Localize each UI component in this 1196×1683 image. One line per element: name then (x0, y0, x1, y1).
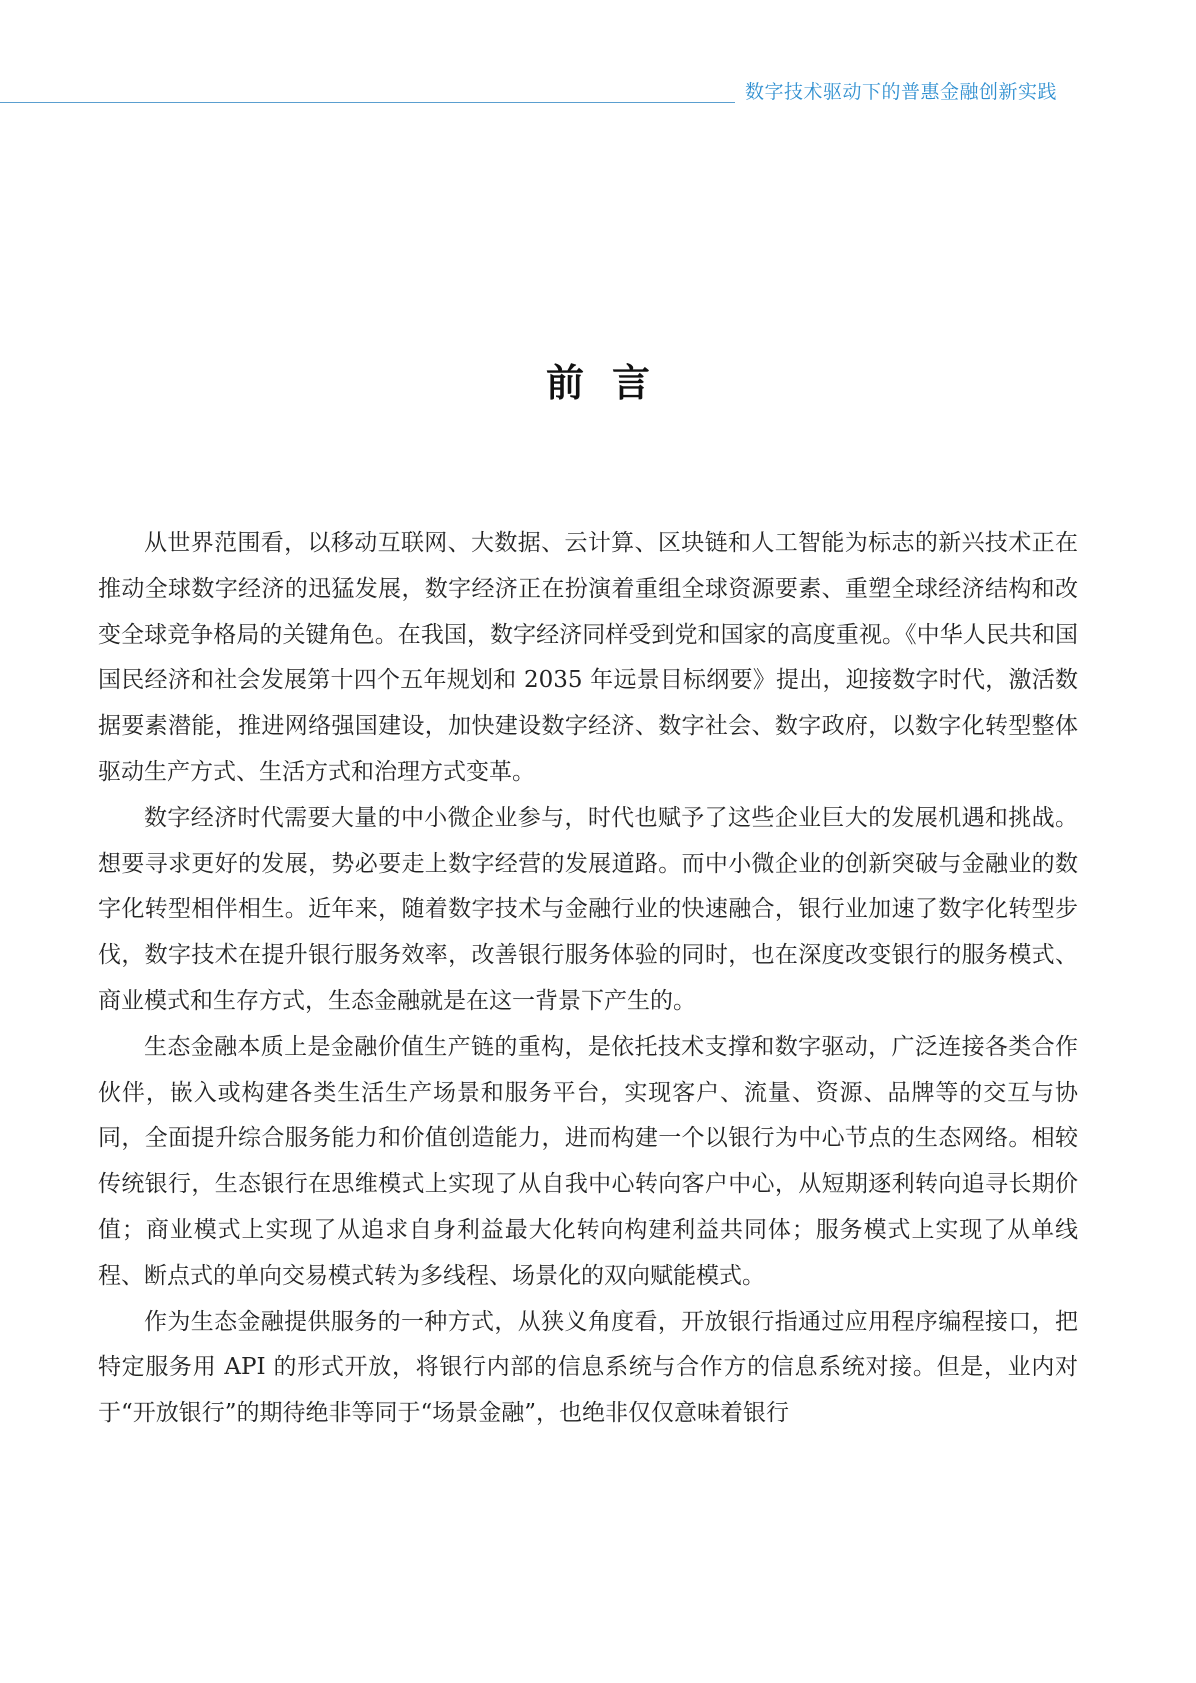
running-header-title: 数字技术驱动下的普惠金融创新实践 (745, 81, 1058, 103)
paragraph: 作为生态金融提供服务的一种方式，从狭义角度看，开放银行指通过应用程序编程接口，把特定服务用 API 的形式开放，将银行内部的信息系统与合作方的信息系统对接。但是，业内对于“开放银行”的期待绝非等同于“场景金融”，也绝非仅仅意味着银行 (98, 1308, 1078, 1427)
chapter-title: 前言 (545, 360, 678, 405)
paragraph: 数字经济时代需要大量的中小微企业参与，时代也赋予了这些企业巨大的发展机遇和挑战。想要寻求更好的发展，势必要走上数字经营的发展道路。而中小微企业的创新突破与金融业的数字化转型相伴相生。近年来，随着数字技术与金融行业的快速融合，银行业加速了数字化转型步伐，数字技术在提升银行服务效率，改善银行服务体验的同时，也在深度改变银行的服务模式、商业模式和生存方式，生态金融就是在这一背景下产生的。 (98, 804, 1078, 1014)
paragraph: 从世界范围看，以移动互联网、大数据、云计算、区块链和人工智能为标志的新兴技术正在推动全球数字经济的迅猛发展，数字经济正在扮演着重组全球资源要素、重塑全球经济结构和改变全球竞争格局的关键角色。在我国，数字经济同样受到党和国家的高度重视。《中华人民共和国国民经济和社会发展第十四个五年规划和 2035 年远景目标纲要》提出，迎接数字时代，激活数据要素潜能，推进网络强国建设，加快建设数字经济、数字社会、数字政府，以数字化转型整体驱动生产方式、生活方式和治理方式变革。 (98, 530, 1078, 785)
paragraph: 生态金融本质上是金融价值生产链的重构，是依托技术支撑和数字驱动，广泛连接各类合作伙伴，嵌入或构建各类生活生产场景和服务平台，实现客户、流量、资源、品牌等的交互与协同，全面提升综合服务能力和价值创造能力，进而构建一个以银行为中心节点的生态网络。相较传统银行，生态银行在思维模式上实现了从自我中心转向客户中心，从短期逐利转向追寻长期价值；商业模式上实现了从追求自身利益最大化转向构建利益共同体；服务模式上实现了从单线程、断点式的单向交易模式转为多线程、场景化的双向赋能模式。 (98, 1033, 1078, 1289)
header-rule (0, 102, 735, 103)
body-text (98, 521, 1078, 1437)
